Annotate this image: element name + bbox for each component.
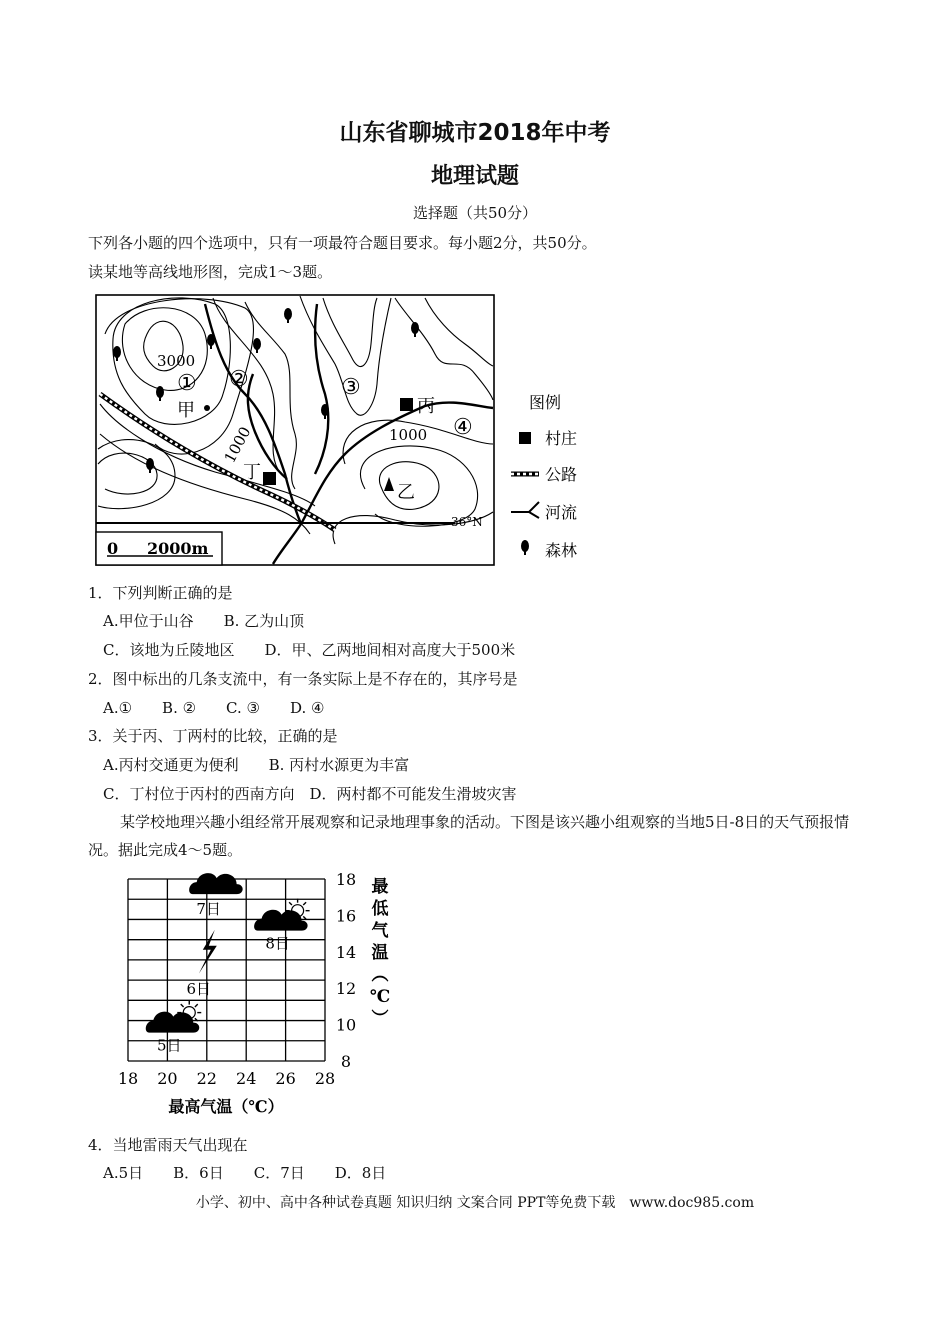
point-label: 6日 bbox=[186, 979, 212, 998]
contour-label-1000-right: 1000 bbox=[389, 426, 428, 444]
village-bing-icon bbox=[400, 398, 413, 411]
footer-text: 小学、初中、高中各种试卷真题 知识归纳 文案合同 PPT等免费下载 www.doc985.com bbox=[195, 1195, 755, 1211]
x-tick-label: 26 bbox=[275, 1069, 296, 1088]
legend-title: 图例 bbox=[529, 393, 562, 412]
weather-chart bbox=[110, 868, 410, 1120]
y-tick-label: 10 bbox=[335, 1015, 357, 1035]
branch-3-label: ③ bbox=[341, 375, 361, 400]
scale-distance: 2000m bbox=[147, 539, 209, 558]
page-subtitle: 地理试题 bbox=[430, 164, 519, 189]
point-label: 5日 bbox=[156, 1036, 182, 1055]
x-tick-label: 20 bbox=[157, 1069, 178, 1088]
x-tick-label: 22 bbox=[196, 1069, 217, 1088]
contour-label-3000: 3000 bbox=[157, 352, 196, 370]
y-tick-label: 16 bbox=[335, 906, 357, 926]
instructions: 下列各小题的四个选项中，只有一项最符合题目要求。每小题2分，共50分。 bbox=[88, 234, 597, 252]
x-tick-label: 24 bbox=[236, 1069, 257, 1088]
q1-options-2: C．该地为丘陵地区 D．甲、乙两地间相对高度大于500米 bbox=[103, 641, 516, 659]
scale-zero: 0 bbox=[107, 539, 119, 558]
weather-intro: 某学校地理兴趣小组经常开展观察和记录地理事象的活动。下图是该兴趣小组观察的当地5日-8日的天气预报情况。据此完成4～5题。 bbox=[88, 813, 850, 859]
legend-village: 村庄 bbox=[545, 429, 578, 448]
map-prompt: 读某地等高线地形图，完成1～3题。 bbox=[88, 263, 333, 281]
legend-forest: 森林 bbox=[545, 541, 578, 560]
lightning-icon bbox=[199, 930, 217, 974]
sun-ray bbox=[289, 902, 292, 905]
point-label: 7日 bbox=[196, 900, 221, 919]
y-axis-label-char: ℃ bbox=[369, 987, 391, 1007]
q2-options: A.① B. ② C. ③ D. ④ bbox=[103, 699, 325, 717]
branch-1-label: ① bbox=[177, 371, 197, 396]
y-axis-label-char: ︵ bbox=[371, 965, 389, 985]
sun-ray bbox=[181, 1004, 184, 1007]
bing-label: 丙 bbox=[417, 396, 435, 417]
q4-options: A.5日 B．6日 C．7日 D．8日 bbox=[103, 1164, 387, 1182]
map-legend bbox=[505, 388, 595, 568]
q2-stem: 2．图中标出的几条支流中，有一条实际上是不存在的，其序号是 bbox=[88, 670, 518, 688]
y-axis-label-char: 温 bbox=[371, 943, 389, 963]
y-axis-label-char: ︶ bbox=[371, 1009, 389, 1029]
q1-options-1: A.甲位于山谷 B. 乙为山顶 bbox=[103, 612, 305, 630]
legend-road: 公路 bbox=[545, 465, 578, 484]
page-title: 山东省聊城市2018年中考 bbox=[339, 120, 611, 146]
village-ding-icon bbox=[263, 472, 276, 485]
y-axis-label-char: 最 bbox=[371, 877, 389, 897]
branch-4-label: ④ bbox=[453, 415, 473, 440]
yi-label: 乙 bbox=[397, 482, 415, 503]
x-tick-label: 18 bbox=[117, 1069, 139, 1088]
cloud-icon bbox=[189, 873, 242, 894]
section-heading: 选择题（共50分） bbox=[412, 204, 538, 222]
latitude-label: 36°N bbox=[451, 515, 483, 529]
contour-label-1000-left: 1000 bbox=[220, 423, 255, 466]
sun-ray bbox=[303, 902, 306, 905]
point-label: 8日 bbox=[265, 934, 290, 953]
q4-stem: 4．当地雷雨天气出现在 bbox=[88, 1136, 248, 1154]
q1-stem: 1．下列判断正确的是 bbox=[88, 584, 233, 602]
q3-options-1: A.丙村交通更为便利 B. 丙村水源更为丰富 bbox=[103, 756, 410, 774]
y-axis-label-char: 气 bbox=[371, 921, 389, 941]
y-tick-label: 18 bbox=[335, 870, 357, 889]
q3-stem: 3．关于丙、丁两村的比较，正确的是 bbox=[88, 727, 338, 745]
y-tick-label: 14 bbox=[335, 942, 357, 962]
y-tick-label: 8 bbox=[340, 1052, 352, 1071]
y-axis-label-char: 低 bbox=[371, 899, 389, 919]
q3-options-2: C．丁村位于丙村的西南方向 D．两村都不可能发生滑坡灾害 bbox=[103, 785, 517, 803]
ding-label: 丁 bbox=[243, 462, 261, 483]
sun-ray bbox=[303, 916, 306, 919]
branch-2-label: ② bbox=[229, 367, 249, 392]
y-tick-label: 12 bbox=[335, 979, 357, 999]
x-tick-label: 28 bbox=[314, 1069, 336, 1088]
x-axis-label: 最高气温（℃） bbox=[168, 1097, 284, 1116]
legend-river: 河流 bbox=[545, 503, 578, 522]
jia-label: 甲 bbox=[177, 400, 195, 421]
sun-ray bbox=[195, 1004, 198, 1007]
